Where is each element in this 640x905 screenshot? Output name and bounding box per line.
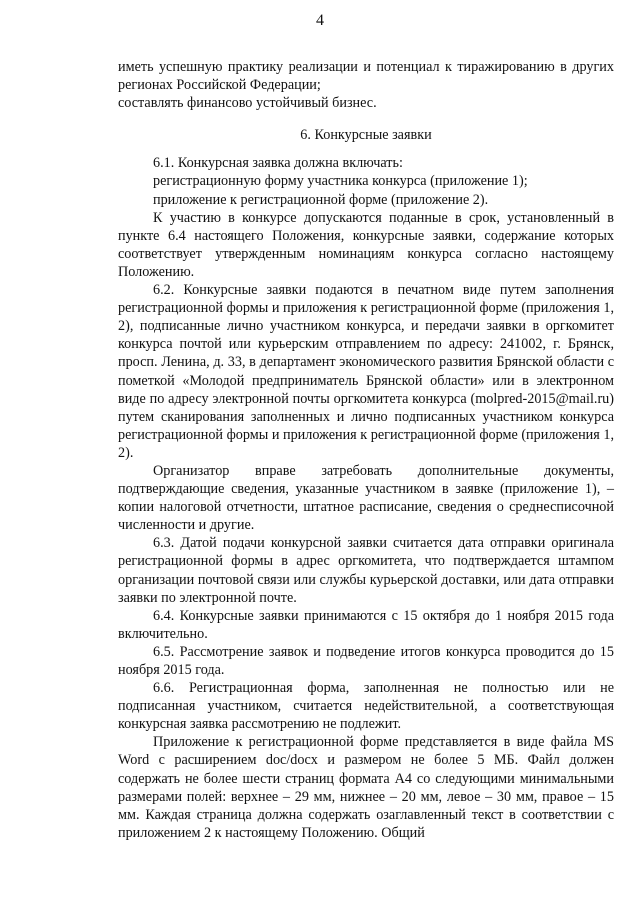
- paragraph-admission: К участию в конкурсе допускаются поданные в срок, установленный в пункте 6.4 настоящего Положения, конкурсные заявки, содержание которых соответствует утвержденным номинациям конкурса согласно настоящему Положению.: [118, 209, 614, 280]
- paragraph-6-4: 6.4. Конкурсные заявки принимаются с 15 октября до 1 ноября 2015 года включительно.: [118, 607, 614, 642]
- paragraph-6-5: 6.5. Рассмотрение заявок и подведение итогов конкурса проводится до 15 ноября 2015 года.: [118, 643, 614, 678]
- paragraph-file-requirements: Приложение к регистрационной форме представляется в виде файла MS Word с расширением doc/docx и размером не более 5 МБ. Файл должен содержать не более шести страниц формата А4 со следующими минимальными размерами полей: верхнее – 29 мм, нижнее – 20 мм, левое – 30 мм, правое – 15 мм. Каждая страница должна содержать озаглавленный текст в соответствии с приложением 2 к настоящему Положению. Общий: [118, 734, 614, 841]
- paragraph-registration-form: регистрационную форму участника конкурса (приложение 1);: [153, 173, 528, 190]
- section-heading: 6. Конкурсные заявки: [300, 127, 432, 144]
- paragraph-6-2: 6.2. Конкурсные заявки подаются в печатном виде путем заполнения регистрационной формы и приложения к регистрационной форме (приложения 1, 2), подписанные лично участником конкурса, и передачи заявки в оргкомитет конкурса почтой или курьерским отправлением по адресу: 241002, г. Брянск, просп. Ленина, д. 33, в департамент экономического развития Брянской области с пометкой «Молодой предприниматель Брянской области» или в электронном виде по адресу электронной почты оргкомитета конкурса (molpred-2015@mail.ru) путем сканирования заполненных и лично подписанных участником конкурса регистрационной формы и приложения к регистрационной форме (приложения 1, 2).: [118, 282, 614, 461]
- paragraph-6-6: 6.6. Регистрационная форма, заполненная не полностью или не подписанная участником, считается недействительной, а соответствующая конкурсная заявка рассмотрению не подлежит.: [118, 680, 614, 733]
- paragraph-6-3: 6.3. Датой подачи конкурсной заявки считается дата отправки оригинала регистрационной формы в адрес оргкомитета, что подтверждается штампом организации почтовой связи или службы курьерской доставки, или дата отправки заявки по электронной почте.: [118, 535, 614, 606]
- document-body: [118, 58, 614, 842]
- paragraph-business: составлять финансово устойчивый бизнес.: [118, 95, 377, 112]
- paragraph-appendix: приложение к регистрационной форме (приложение 2).: [153, 191, 489, 208]
- page-number: 4: [316, 12, 324, 29]
- paragraph-6-1: 6.1. Конкурсная заявка должна включать:: [153, 155, 403, 172]
- paragraph-practice: иметь успешную практику реализации и потенциал к тиражированию в других регионах Российской Федерации;: [118, 59, 614, 94]
- paragraph-organizer: Организатор вправе затребовать дополнительные документы, подтверждающие сведения, указанные участником в заявке (приложение 1), – копии налоговой отчетности, штатное расписание, сведения о среднесписочной численности и другие.: [118, 462, 614, 534]
